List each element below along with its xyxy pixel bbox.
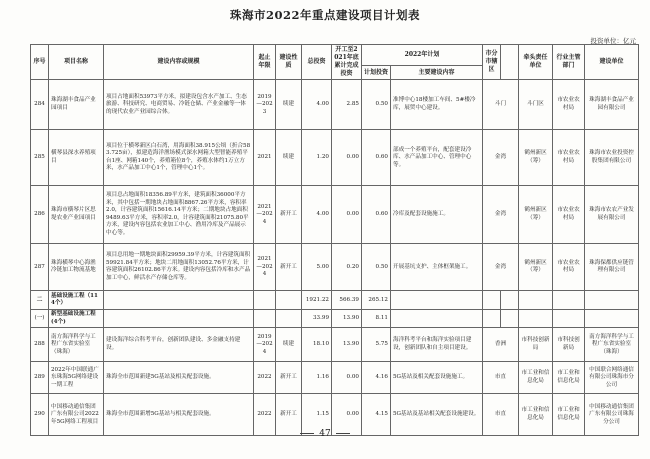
table-row (31, 362, 639, 394)
cell-total: 18.10 (302, 328, 332, 362)
section-empty (519, 291, 553, 310)
subsection-empty (585, 310, 639, 328)
cell-plan: 4.15 (362, 394, 391, 436)
subsection-cumulative: 13.90 (332, 310, 362, 328)
cell-main: 开展基坑支护、主体框架施工。 (391, 244, 483, 291)
cell-years: 2019—2023 (254, 80, 276, 130)
section-empty (585, 291, 639, 310)
cell-nature: 续建 (276, 130, 302, 186)
cell-builder: 珠海保都供应链管理有限公司 (585, 244, 639, 291)
cell-dept: 市农业农村局 (553, 80, 585, 130)
cell-district: 金湾 (483, 244, 519, 291)
cell-builder: 中国移动通信集团广东有限公司珠海分公司 (585, 394, 639, 436)
cell-lead: 斗门区 (519, 80, 553, 130)
cell-lead: 鹤州新区（筹） (519, 244, 553, 291)
project-plan-table (30, 44, 639, 436)
section-empty (276, 291, 302, 310)
table-row (31, 186, 639, 244)
cell-dept: 市工业和信息化局 (553, 394, 585, 436)
subsection-empty (553, 310, 585, 328)
cell-cumulative: 13.90 (332, 328, 362, 362)
subsection-empty (483, 310, 501, 328)
header-plan-invest: 计划投资 (362, 65, 391, 80)
cell-content: 珠海全市范围新增5G基站与相关配套设施。 (104, 394, 254, 436)
cell-dept: 市农业农村局 (553, 186, 585, 244)
cell-plan: 5.75 (362, 328, 391, 362)
subsection-empty (519, 310, 553, 328)
header-lead-unit: 牵头责任单位 (519, 45, 553, 80)
cell-total: 4.00 (302, 186, 332, 244)
cell-years: 2021 (254, 130, 276, 186)
footer-dash-left (300, 433, 314, 434)
cell-plan: 0.60 (362, 186, 391, 244)
cell-builder: 珠海湖丰食品产业园有限公司 (585, 80, 639, 130)
header-district: 市分市辖区 (483, 45, 501, 80)
cell-total: 1.15 (302, 394, 332, 436)
cell-cumulative: 0.00 (332, 186, 362, 244)
table-row (31, 328, 639, 362)
cell-total: 5.00 (302, 244, 332, 291)
subsection-empty (104, 310, 254, 328)
page-number: 47 (319, 429, 331, 439)
cell-plan: 0.50 (362, 80, 391, 130)
cell-seq: 284 (31, 80, 49, 130)
cell-seq: 288 (31, 328, 49, 362)
cell-builder: 中国联合网络通信有限公司珠海市分公司 (585, 362, 639, 394)
header-name: 项目名称 (49, 45, 104, 80)
section-empty (254, 291, 276, 310)
cell-seq: 285 (31, 130, 49, 186)
cell-name: 珠海湖丰食品产业园项目 (49, 80, 104, 130)
cell-content: 项目总占地面积18356.89平方米，建筑面积36000平方米，其中包括一期地块占地面积8867.26平方米，容积率2.0，计容建筑面积15616.14平方米；二期地块占地面积9489.63平方米，容积率2.0，计容建筑面积21075.80平方米，建设内容包括农业加工中心、渔用冷库及产品展示中心等。 (104, 186, 254, 244)
cell-name: 南方海洋科学与工程广东省实验室（珠海） (49, 328, 104, 362)
cell-district: 金湾 (483, 186, 519, 244)
cell-plan: 0.50 (362, 244, 391, 291)
header-plan-group: 2022年计划 (362, 45, 483, 66)
cell-content: 项目占地面积53973平方米，拟建设包含水产加工、生态旅游、科技研究、电商贸易、冷链仓储、产业金融等一体的现代农业产业园综合体。 (104, 80, 254, 130)
section-empty (501, 291, 519, 310)
cell-main: 部成一个养殖平台，配套建设冷库、水产品加工中心、管理中心等。 (391, 130, 483, 186)
cell-years: 2019—2024 (254, 328, 276, 362)
header-industry-dept: 行业主管部门 (553, 45, 585, 80)
cell-content: 项目总用地一期地块面积29959.39平方米，计容建筑面积59921.84平方米；地块二用地面积13052.76平方米，计容建筑面积26102.86平方米。建设内容包括冷库和水产品加工中心，鲜活水产存储仓库等。 (104, 244, 254, 291)
section-seq: 二 (31, 291, 49, 310)
cell-seq: 286 (31, 186, 49, 244)
header-seq: 序号 (31, 45, 49, 80)
cell-lead: 市科技创新局 (519, 328, 553, 362)
cell-name: 2022年中国联通广东珠海5G网络建设一期工程 (49, 362, 104, 394)
cell-district: 金湾 (483, 130, 519, 186)
table-row (31, 130, 639, 186)
cell-nature: 新开工 (276, 244, 302, 291)
header-years: 起止年限 (254, 45, 276, 80)
cell-seq: 287 (31, 244, 49, 291)
header-nature: 建设性质 (276, 45, 302, 80)
section-empty (553, 291, 585, 310)
section-cumulative: 566.39 (332, 291, 362, 310)
cell-name: 中国移动通信集团广东有限公司2022年5G网络工程项目 (49, 394, 104, 436)
section-plan: 265.12 (362, 291, 391, 310)
cell-total: 1.20 (302, 130, 332, 186)
cell-main: 冷库及配套设施施工。 (391, 186, 483, 244)
footer-dash-right (336, 433, 350, 434)
cell-name: 珠海市横琴片区思堤农业产业园项目 (49, 186, 104, 244)
cell-main: 5G基站及基站相关配套设施建设。 (391, 394, 483, 436)
cell-plan: 4.16 (362, 362, 391, 394)
cell-district: 香洲 (483, 328, 519, 362)
cell-total: 1.16 (302, 362, 332, 394)
cell-content: 建设海洋综合科考平台，创新团队建设、多金融支持建设。 (104, 328, 254, 362)
section-total: 1921.22 (302, 291, 332, 310)
cell-years: 2021—2024 (254, 244, 276, 291)
cell-builder: 珠海市农业投资控股集团有限公司 (585, 130, 639, 186)
cell-cumulative: 2.85 (332, 80, 362, 130)
cell-seq: 290 (31, 394, 49, 436)
subsection-empty (254, 310, 276, 328)
cell-years: 2021—2024 (254, 186, 276, 244)
cell-plan: 0.60 (362, 130, 391, 186)
cell-total: 4.00 (302, 80, 332, 130)
document-title: 珠海市2022年重点建设项目计划表 (229, 8, 420, 22)
section-empty (483, 291, 501, 310)
cell-cumulative: 0.00 (332, 130, 362, 186)
cell-lead: 市工业和信息化局 (519, 362, 553, 394)
subsection-empty (391, 310, 483, 328)
header-main-content: 主要建设内容 (391, 65, 483, 80)
subsection-total: 33.99 (302, 310, 332, 328)
section-empty (391, 291, 483, 310)
header-total: 总投资 (302, 45, 332, 80)
header-content: 建设内容或规模 (104, 45, 254, 80)
cell-name: 横琴县深水养殖项目 (49, 130, 104, 186)
cell-cumulative: 0.20 (332, 244, 362, 291)
cell-nature: 新开工 (276, 186, 302, 244)
cell-content: 珠海全市范围新建5G基站及相关配套设施。 (104, 362, 254, 394)
subsection-empty (276, 310, 302, 328)
cell-main: 准博中心18楼加工车间、5#楼冷库，展贸中心建设。 (391, 80, 483, 130)
section-name: 基础设施工程（114个） (49, 291, 104, 310)
subsection-plan: 8.11 (362, 310, 391, 328)
cell-name: 珠海横琴中心海渔冷链加工物流基地 (49, 244, 104, 291)
cell-lead: 鹤州新区（筹） (519, 186, 553, 244)
cell-main: 海洋科考平台和海洋实验项目建设，创新团队和自主项目建设。 (391, 328, 483, 362)
cell-builder: 珠海市农农产业发展有限公司 (585, 186, 639, 244)
cell-cumulative: 0.00 (332, 394, 362, 436)
subsection-row (31, 310, 639, 328)
cell-lead: 市工业和信息化局 (519, 394, 553, 436)
cell-main: 5G基站及相关配套设施施工。 (391, 362, 483, 394)
cell-dept: 市农业农村局 (553, 130, 585, 186)
header-cumulative: 开工至2021年底累计完成投资 (332, 45, 362, 80)
section-row (31, 291, 639, 310)
cell-district: 斗门 (483, 80, 519, 130)
subsection-seq: (一) (31, 310, 49, 328)
cell-nature: 续建 (276, 80, 302, 130)
cell-seq: 289 (31, 362, 49, 394)
cell-nature: 新开工 (276, 394, 302, 436)
table-row (31, 244, 639, 291)
section-empty (104, 291, 254, 310)
cell-district: 市直 (483, 394, 519, 436)
cell-dept: 市农业农村局 (553, 244, 585, 291)
cell-nature: 续建 (276, 328, 302, 362)
header-builder: 建设单位 (585, 45, 639, 80)
cell-years: 2022 (254, 362, 276, 394)
cell-content: 项目位于横琴新区白石湾，用海面积38.915公顷（折合583.725亩），拟建造海洋渔场模式深水网箱大型智能养殖平台1座、网箱140个，养殖箱位8个，养殖水体约1万立方米，水产品加工中心1个，管理中心1个。 (104, 130, 254, 186)
subsection-empty (501, 310, 519, 328)
page-footer (0, 429, 650, 439)
cell-dept: 市科技创新局 (553, 328, 585, 362)
cell-builder: 南方海洋科学与工程广东省实验室（珠海） (585, 328, 639, 362)
cell-dept: 市工业和信息化局 (553, 362, 585, 394)
cell-district: 市直 (483, 362, 519, 394)
cell-nature: 新开工 (276, 362, 302, 394)
subsection-name: 新型基础设施工程(4个) (49, 310, 104, 328)
header-district-pad (501, 45, 519, 80)
cell-years: 2022 (254, 394, 276, 436)
table-row (31, 80, 639, 130)
unit-note: 投资单位：亿元 (590, 37, 636, 45)
cell-lead: 鹤州新区（筹） (519, 130, 553, 186)
cell-cumulative: 0.00 (332, 362, 362, 394)
